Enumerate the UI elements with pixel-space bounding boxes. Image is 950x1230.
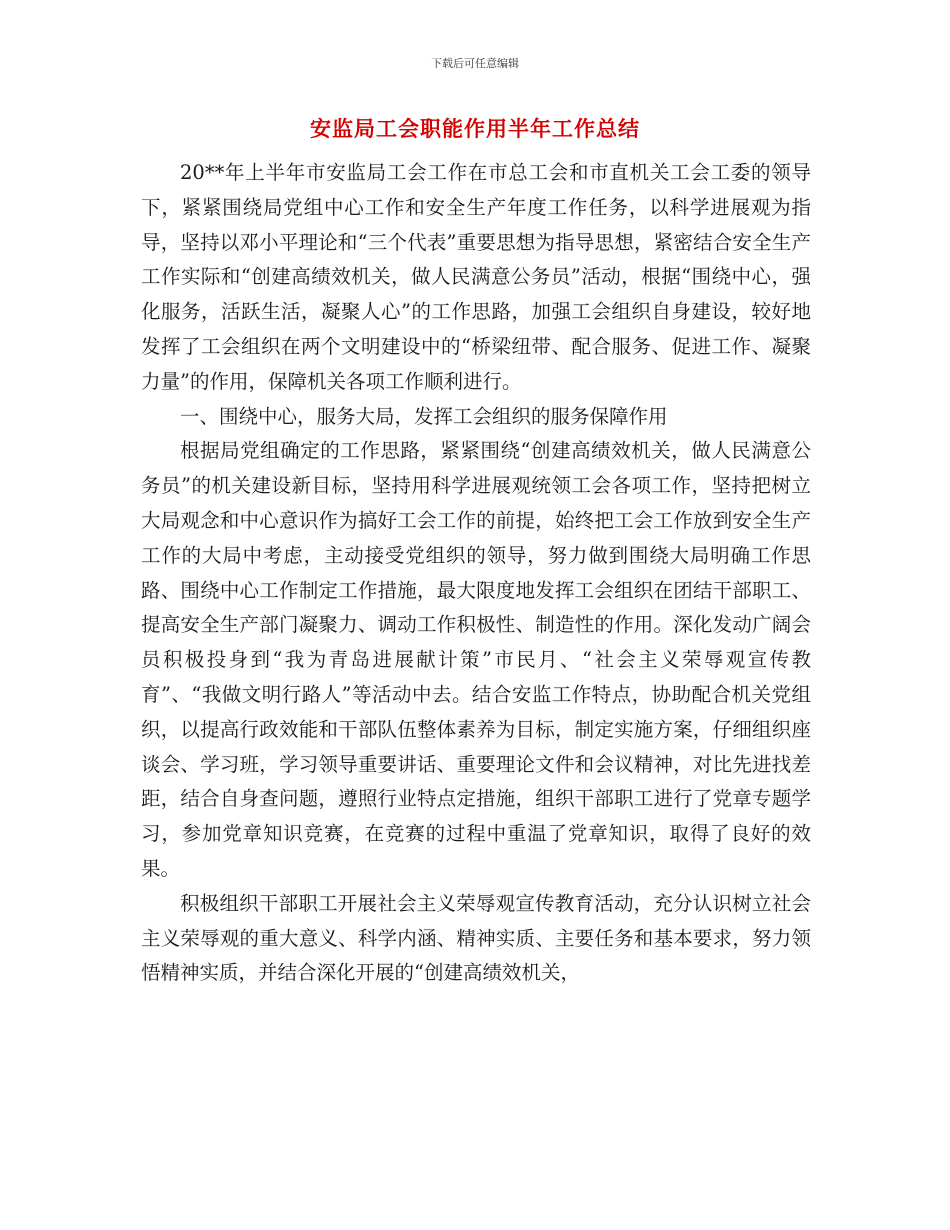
paragraph-intro: 20**年上半年市安监局工会工作在市总工会和市直机关工会工委的领导下，紧紧围绕局党组中心工作和安全生产年度工作任务，以科学进展观为指导，坚持以邓小平理论和“三个代表”重要思想为指导思想，紧密结合安全生产工作实际和“创建高绩效机关，做人民满意公务员”活动，根据“围绕中心，强化服务，活跃生活，凝聚人心”的工作思路，加强工会组织自身建设，较好地发挥了工会组织在两个文明建设中的“桥梁纽带、配合服务、促进工作、凝聚力量”的作用，保障机关各项工作顺利进行。	[141, 161, 811, 393]
document-body	[141, 156, 811, 991]
document-title: 安监局工会职能作用半年工作总结	[310, 117, 640, 141]
paragraph-honor-education: 积极组织干部职工开展社会主义荣辱观宣传教育活动，充分认识树立社会主义荣辱观的重大意义、科学内涵、精神实质、主要任务和基本要求，努力领悟精神实质，并结合深化开展的“创建高绩效机关，	[141, 891, 811, 985]
section-heading-1: 一、围绕中心，服务大局，发挥工会组织的服务保障作用	[180, 404, 668, 428]
page-header-note: 下载后可任意编辑	[431, 57, 519, 70]
paragraph-section-1: 根据局党组确定的工作思路，紧紧围绕“创建高绩效机关，做人民满意公务员”的机关建设新目标，坚持用科学进展观统领工会各项工作，坚持把树立大局观念和中心意识作为搞好工会工作的前提，始终把工会工作放到安全生产工作的大局中考虑，主动接受党组织的领导，努力做到围绕大局明确工作思路、围绕中心工作制定工作措施，最大限度地发挥工会组织在团结干部职工、提高安全生产部门凝聚力、调动工作积极性、制造性的作用。深化发动广阔会员积极投身到“我为青岛进展献计策”市民月、“社会主义荣辱观宣传教育”、“我做文明行路人”等活动中去。结合安监工作特点，协助配合机关党组织，以提高行政效能和干部队伍整体素养为目标，制定实施方案，仔细组织座谈会、学习班，学习领导重要讲话、重要理论文件和会议精神，对比先进找差距，结合自身查问题，遵照行业特点定措施，组织干部职工进行了党章专题学习，参加党章知识竞赛，在竞赛的过程中重温了党章知识，取得了良好的效果。	[141, 439, 811, 880]
